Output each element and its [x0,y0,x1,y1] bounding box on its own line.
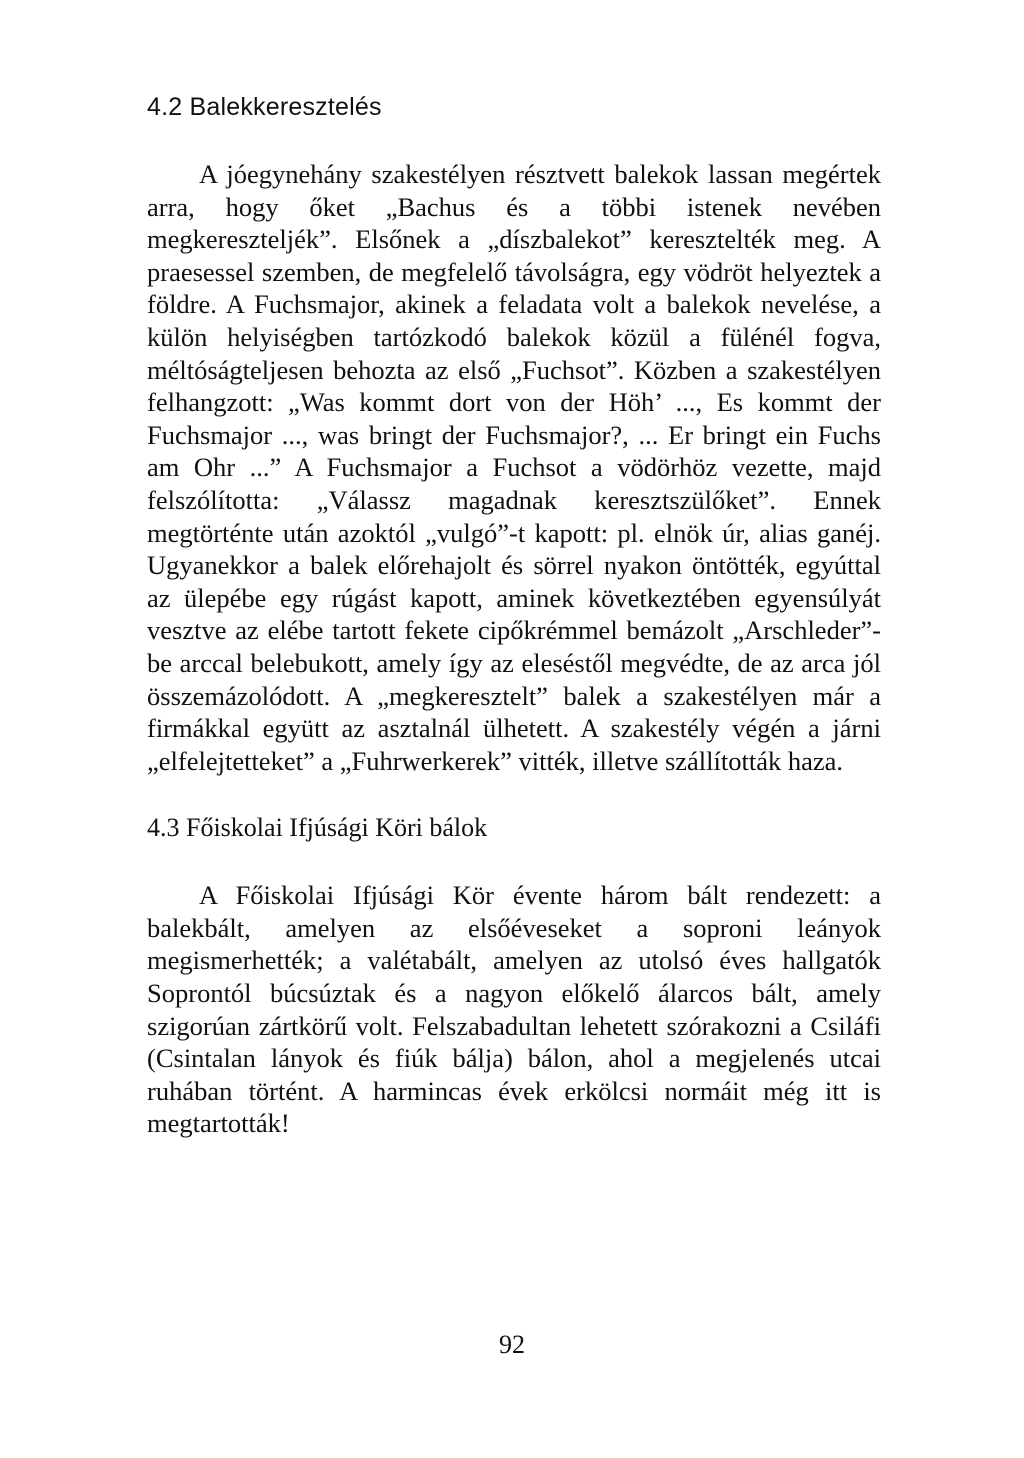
section-heading-foiskolai-balok: 4.3 Főiskolai Ifjúsági Köri bálok [147,813,488,843]
section-paragraph-balekkereszteles: A jóegynehány szakestélyen résztvett balekok lassan megértek arra, hogy őket „Bachus és a többi istenek nevében megkereszteljék”. Elsőnek a „díszbalekot” keresztelték meg. A praesessel szemben, de megfelelő távolságra, egy vödröt helyeztek a földre. A Fuchsmajor, akinek a feladata volt a balekok nevelése, a külön helyiségben tartózkodó balekok közül a fülénél fogva, méltóságteljesen behozta az első „Fuchsot”. Közben a szakestélyen felhangzott: „Was kommt dort von der Höh’ ..., Es kommt der Fuchsmajor ..., was bringt der Fuchsmajor?, ... Er bringt ein Fuchs am Ohr ...” A Fuchsmajor a Fuchsot a vödörhöz vezette, majd felszólította: „Válassz magadnak keresztszülőket”. Ennek megtörténte után azoktól „vulgó”-t kapott: pl. elnök úr, alias ganéj. Ugyanekkor a balek előrehajolt és sörrel nyakon öntötték, egyúttal az ülepébe egy rúgást kapott, aminek következtében egyensúlyát vesztve az elébe tartott fekete cipőkrémmel bemázolt „Arschleder”-be arccal belebukott, amely így az eleséstől megvédte, de az arca jól összemázolódott. A „megkeresztelt” balek a szakestélyen már a firmákkal együtt az asztalnál ülhetett. A szakestély végén a járni „elfelejtetteket” a „Fuhrwerkerek” vitték, illetve szállították haza. [147,159,881,776]
section-paragraph-foiskolai-balok: A Főiskolai Ifjúsági Kör évente három bált rendezett: a balekbált, amelyen az elsőéveseket a soproni leányok megismerhették; a valétabált, amelyen az utolsó éves hallgatók Soprontól búcsúztak és a nagyon előkelő álarcos bált, amely szigorúan zártkörű volt. Felszabadultan lehetett szórakozni a Csiláfi (Csintalan lányok és fiúk bálja) bálon, ahol a megjelenés utcai ruhában történt. A harmincas évek erkölcsi normáit még itt is megtartották! [147,880,881,1139]
document-page [147,90,881,1140]
section-heading-balekkereszteles: 4.2 Balekkeresztelés [147,93,382,121]
page-number: 92 [499,1330,525,1359]
